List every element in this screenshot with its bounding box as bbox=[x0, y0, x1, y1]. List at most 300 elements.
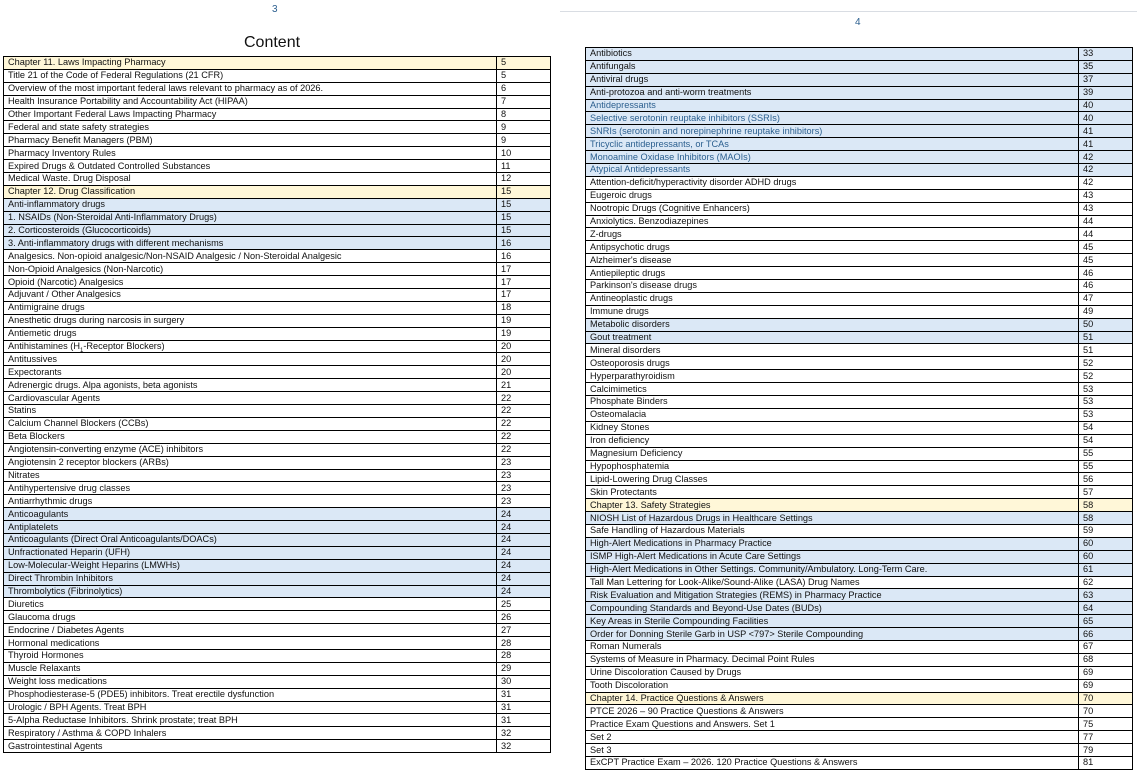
toc-entry-title: PTCE 2026 – 90 Practice Questions & Answers bbox=[586, 705, 1079, 718]
toc-entry-title: Osteoporosis drugs bbox=[586, 357, 1079, 370]
toc-row[interactable] bbox=[4, 675, 551, 688]
toc-page-number: 23 bbox=[497, 482, 551, 495]
toc-entry-title: Attention-deficit/hyperactivity disorder ADHD drugs bbox=[586, 176, 1079, 189]
toc-entry-title: Endocrine / Diabetes Agents bbox=[4, 624, 497, 637]
toc-page-number: 43 bbox=[1079, 189, 1133, 202]
toc-row[interactable] bbox=[4, 173, 551, 186]
toc-entry-title: Atypical Antidepressants bbox=[586, 164, 1079, 177]
toc-entry-title: Thrombolytics (Fibrinolytics) bbox=[4, 585, 497, 598]
toc-page-number: 23 bbox=[497, 469, 551, 482]
toc-page-number: 45 bbox=[1079, 241, 1133, 254]
toc-entry-title: Set 3 bbox=[586, 744, 1079, 757]
toc-row[interactable] bbox=[586, 628, 1133, 641]
toc-row[interactable] bbox=[586, 254, 1133, 267]
toc-row[interactable] bbox=[4, 392, 551, 405]
toc-page-number: 17 bbox=[497, 289, 551, 302]
toc-row[interactable] bbox=[4, 160, 551, 173]
toc-page-number: 50 bbox=[1079, 318, 1133, 331]
toc-row[interactable] bbox=[4, 559, 551, 572]
toc-entry-title: Hypophosphatemia bbox=[586, 460, 1079, 473]
toc-row[interactable] bbox=[4, 224, 551, 237]
toc-entry-title: Nitrates bbox=[4, 469, 497, 482]
toc-row[interactable] bbox=[4, 469, 551, 482]
toc-page-number: 22 bbox=[497, 417, 551, 430]
toc-page-number: 69 bbox=[1079, 666, 1133, 679]
toc-row[interactable] bbox=[586, 512, 1133, 525]
toc-page-number: 41 bbox=[1079, 138, 1133, 151]
toc-row[interactable] bbox=[586, 537, 1133, 550]
toc-page-number: 58 bbox=[1079, 512, 1133, 525]
toc-page-number: 5 bbox=[497, 57, 551, 70]
toc-entry-title: 1. NSAIDs (Non-Steroidal Anti-Inflammatory Drugs) bbox=[4, 211, 497, 224]
toc-page-number: 20 bbox=[497, 366, 551, 379]
toc-entry-title: Pharmacy Inventory Rules bbox=[4, 147, 497, 160]
toc-row[interactable] bbox=[4, 662, 551, 675]
toc-page-number: 23 bbox=[497, 495, 551, 508]
toc-row[interactable] bbox=[4, 134, 551, 147]
toc-row[interactable] bbox=[4, 624, 551, 637]
toc-entry-title: Health Insurance Portability and Accountability Act (HIPAA) bbox=[4, 95, 497, 108]
toc-row[interactable] bbox=[586, 524, 1133, 537]
toc-row[interactable] bbox=[586, 318, 1133, 331]
toc-row[interactable] bbox=[586, 112, 1133, 125]
toc-page-number: 59 bbox=[1079, 524, 1133, 537]
toc-page-number: 42 bbox=[1079, 151, 1133, 164]
toc-page-number: 31 bbox=[497, 688, 551, 701]
toc-row[interactable] bbox=[4, 430, 551, 443]
toc-entry-title: Muscle Relaxants bbox=[4, 662, 497, 675]
toc-chapter-row[interactable] bbox=[586, 499, 1133, 512]
toc-entry-title: Antidepressants bbox=[586, 99, 1079, 112]
toc-page-number: 20 bbox=[497, 340, 551, 353]
toc-row[interactable] bbox=[4, 250, 551, 263]
toc-chapter-row[interactable] bbox=[586, 692, 1133, 705]
toc-page-number: 15 bbox=[497, 198, 551, 211]
toc-row[interactable] bbox=[4, 701, 551, 714]
toc-row[interactable] bbox=[4, 327, 551, 340]
toc-row[interactable] bbox=[4, 727, 551, 740]
toc-page-number: 16 bbox=[497, 237, 551, 250]
toc-row[interactable] bbox=[4, 572, 551, 585]
toc-row[interactable] bbox=[4, 482, 551, 495]
toc-page-number: 53 bbox=[1079, 396, 1133, 409]
toc-entry-title: NIOSH List of Hazardous Drugs in Healthcare Settings bbox=[586, 512, 1079, 525]
toc-page-number: 57 bbox=[1079, 486, 1133, 499]
toc-page-number: 70 bbox=[1079, 692, 1133, 705]
toc-entry-title: Tall Man Lettering for Look-Alike/Sound-Alike (LASA) Drug Names bbox=[586, 576, 1079, 589]
toc-entry-title: Selective serotonin reuptake inhibitors (SSRIs) bbox=[586, 112, 1079, 125]
toc-page-number: 15 bbox=[497, 224, 551, 237]
toc-page-number: 42 bbox=[1079, 176, 1133, 189]
toc-row[interactable] bbox=[4, 121, 551, 134]
toc-entry-title: Tricyclic antidepressants, or TCAs bbox=[586, 138, 1079, 151]
toc-entry-title: Respiratory / Asthma & COPD Inhalers bbox=[4, 727, 497, 740]
toc-page-number: 64 bbox=[1079, 602, 1133, 615]
toc-row[interactable] bbox=[586, 151, 1133, 164]
toc-page-number: 28 bbox=[497, 637, 551, 650]
toc-entry-title: High-Alert Medications in Pharmacy Practice bbox=[586, 537, 1079, 550]
toc-table-right bbox=[585, 47, 1133, 770]
toc-page-number: 47 bbox=[1079, 292, 1133, 305]
toc-page-number: 54 bbox=[1079, 434, 1133, 447]
toc-entry-title: Antihypertensive drug classes bbox=[4, 482, 497, 495]
toc-page-number: 67 bbox=[1079, 640, 1133, 653]
toc-entry-title: Cardiovascular Agents bbox=[4, 392, 497, 405]
toc-page-number: 16 bbox=[497, 250, 551, 263]
toc-row[interactable] bbox=[4, 714, 551, 727]
toc-entry-title: Angiotensin 2 receptor blockers (ARBs) bbox=[4, 456, 497, 469]
toc-row[interactable] bbox=[586, 640, 1133, 653]
toc-row[interactable] bbox=[586, 408, 1133, 421]
toc-page-number: 68 bbox=[1079, 653, 1133, 666]
toc-row[interactable] bbox=[4, 314, 551, 327]
toc-entry-title: Antitussives bbox=[4, 353, 497, 366]
toc-entry-title: Expired Drugs & Outdated Controlled Substances bbox=[4, 160, 497, 173]
toc-page-number: 24 bbox=[497, 533, 551, 546]
toc-row[interactable] bbox=[586, 189, 1133, 202]
toc-page-number: 43 bbox=[1079, 202, 1133, 215]
toc-row[interactable] bbox=[4, 585, 551, 598]
toc-page-number: 18 bbox=[497, 301, 551, 314]
toc-row[interactable] bbox=[586, 756, 1133, 769]
toc-row[interactable] bbox=[4, 495, 551, 508]
toc-page-number: 42 bbox=[1079, 164, 1133, 177]
toc-page-number: 9 bbox=[497, 121, 551, 134]
toc-entry-title: Beta Blockers bbox=[4, 430, 497, 443]
toc-entry-title: Iron deficiency bbox=[586, 434, 1079, 447]
toc-entry-title: Set 2 bbox=[586, 731, 1079, 744]
toc-page-number: 24 bbox=[497, 508, 551, 521]
toc-page-number: 10 bbox=[497, 147, 551, 160]
toc-page-number: 79 bbox=[1079, 744, 1133, 757]
toc-entry-title: Tooth Discoloration bbox=[586, 679, 1079, 692]
toc-page-number: 52 bbox=[1079, 357, 1133, 370]
toc-page-number: 15 bbox=[497, 185, 551, 198]
toc-page-number: 46 bbox=[1079, 280, 1133, 293]
toc-row[interactable] bbox=[586, 460, 1133, 473]
toc-page-number: 19 bbox=[497, 327, 551, 340]
toc-page-number: 49 bbox=[1079, 305, 1133, 318]
toc-chapter-row[interactable] bbox=[4, 57, 551, 70]
toc-entry-title: Hormonal medications bbox=[4, 637, 497, 650]
toc-row[interactable] bbox=[586, 383, 1133, 396]
toc-row[interactable] bbox=[586, 292, 1133, 305]
toc-page-number: 31 bbox=[497, 714, 551, 727]
toc-row[interactable] bbox=[586, 653, 1133, 666]
toc-row[interactable] bbox=[4, 237, 551, 250]
toc-row[interactable] bbox=[4, 521, 551, 534]
toc-row[interactable] bbox=[4, 211, 551, 224]
toc-entry-title: Order for Donning Sterile Garb in USP <797> Sterile Compounding bbox=[586, 628, 1079, 641]
toc-entry-title: Antiarrhythmic drugs bbox=[4, 495, 497, 508]
toc-entry-title: 5-Alpha Reductase Inhibitors. Shrink prostate; treat BPH bbox=[4, 714, 497, 727]
toc-page-number: 7 bbox=[497, 95, 551, 108]
toc-row[interactable] bbox=[586, 331, 1133, 344]
toc-entry-title: Diuretics bbox=[4, 598, 497, 611]
toc-entry-title: Skin Protectants bbox=[586, 486, 1079, 499]
toc-page-number: 22 bbox=[497, 443, 551, 456]
toc-page-number: 52 bbox=[1079, 370, 1133, 383]
toc-page-number: 51 bbox=[1079, 331, 1133, 344]
toc-entry-title: Gout treatment bbox=[586, 331, 1079, 344]
toc-row[interactable] bbox=[4, 649, 551, 662]
toc-entry-title: Antiplatelets bbox=[4, 521, 497, 534]
toc-entry-title: Antimigraine drugs bbox=[4, 301, 497, 314]
toc-row[interactable] bbox=[586, 99, 1133, 112]
toc-page-number: 12 bbox=[497, 173, 551, 186]
toc-entry-title: ExCPT Practice Exam – 2026. 120 Practice Questions & Answers bbox=[586, 756, 1079, 769]
toc-row[interactable] bbox=[4, 417, 551, 430]
toc-row[interactable] bbox=[586, 48, 1133, 61]
toc-row[interactable] bbox=[586, 215, 1133, 228]
page-title: Content bbox=[244, 34, 301, 51]
toc-row[interactable] bbox=[586, 305, 1133, 318]
toc-row[interactable] bbox=[4, 688, 551, 701]
toc-page-number: 40 bbox=[1079, 112, 1133, 125]
toc-entry-title: Chapter 11. Laws Impacting Pharmacy bbox=[4, 57, 497, 70]
toc-row[interactable] bbox=[586, 550, 1133, 563]
toc-row[interactable] bbox=[586, 576, 1133, 589]
toc-entry-title: Medical Waste. Drug Disposal bbox=[4, 173, 497, 186]
toc-row[interactable] bbox=[586, 718, 1133, 731]
toc-entry-title: Roman Numerals bbox=[586, 640, 1079, 653]
toc-entry-title: Anxiolytics. Benzodiazepines bbox=[586, 215, 1079, 228]
toc-row[interactable] bbox=[586, 602, 1133, 615]
toc-row[interactable] bbox=[4, 456, 551, 469]
toc-entry-title: Antiviral drugs bbox=[586, 73, 1079, 86]
toc-page-number: 35 bbox=[1079, 60, 1133, 73]
toc-entry-title: Mineral disorders bbox=[586, 344, 1079, 357]
toc-entry-title: High-Alert Medications in Other Settings. Community/Ambulatory. Long-Term Care. bbox=[586, 563, 1079, 576]
toc-row[interactable] bbox=[4, 405, 551, 418]
toc-entry-title: Immune drugs bbox=[586, 305, 1079, 318]
toc-row[interactable] bbox=[586, 679, 1133, 692]
toc-entry-title: Systems of Measure in Pharmacy. Decimal Point Rules bbox=[586, 653, 1079, 666]
toc-row[interactable] bbox=[586, 138, 1133, 151]
toc-page-number: 9 bbox=[497, 134, 551, 147]
toc-page-number: 24 bbox=[497, 546, 551, 559]
toc-entry-title: Low-Molecular-Weight Heparins (LMWHs) bbox=[4, 559, 497, 572]
toc-page-number: 28 bbox=[497, 649, 551, 662]
toc-row[interactable] bbox=[586, 357, 1133, 370]
toc-page-number: 61 bbox=[1079, 563, 1133, 576]
toc-entry-title: Magnesium Deficiency bbox=[586, 447, 1079, 460]
toc-row[interactable] bbox=[586, 202, 1133, 215]
toc-row[interactable] bbox=[586, 744, 1133, 757]
toc-row[interactable] bbox=[4, 611, 551, 624]
toc-page-number: 23 bbox=[497, 456, 551, 469]
toc-row[interactable] bbox=[586, 267, 1133, 280]
toc-entry-title: Anti-inflammatory drugs bbox=[4, 198, 497, 211]
toc-entry-title: Chapter 14. Practice Questions & Answers bbox=[586, 692, 1079, 705]
toc-row[interactable] bbox=[586, 421, 1133, 434]
toc-page-number: 75 bbox=[1079, 718, 1133, 731]
toc-page-number: 54 bbox=[1079, 421, 1133, 434]
toc-entry-title: Statins bbox=[4, 405, 497, 418]
toc-entry-title: 2. Corticosteroids (Glucocorticoids) bbox=[4, 224, 497, 237]
toc-row[interactable] bbox=[586, 370, 1133, 383]
toc-row[interactable] bbox=[586, 60, 1133, 73]
toc-entry-title: Gastrointestinal Agents bbox=[4, 740, 497, 753]
toc-page-number: 11 bbox=[497, 160, 551, 173]
toc-page-number: 51 bbox=[1079, 344, 1133, 357]
toc-page-number: 24 bbox=[497, 559, 551, 572]
toc-entry-title: Calcium Channel Blockers (CCBs) bbox=[4, 417, 497, 430]
toc-row[interactable] bbox=[4, 366, 551, 379]
toc-page-number: 26 bbox=[497, 611, 551, 624]
toc-entry-title: SNRIs (serotonin and norepinephrine reuptake inhibitors) bbox=[586, 125, 1079, 138]
toc-row[interactable] bbox=[586, 666, 1133, 679]
toc-row[interactable] bbox=[586, 73, 1133, 86]
toc-row[interactable] bbox=[4, 637, 551, 650]
toc-row[interactable] bbox=[4, 443, 551, 456]
toc-row[interactable] bbox=[4, 353, 551, 366]
toc-page-number: 77 bbox=[1079, 731, 1133, 744]
toc-page-number: 45 bbox=[1079, 254, 1133, 267]
toc-row[interactable] bbox=[586, 615, 1133, 628]
toc-page-number: 44 bbox=[1079, 215, 1133, 228]
toc-row[interactable] bbox=[4, 82, 551, 95]
toc-page-number: 25 bbox=[497, 598, 551, 611]
toc-row[interactable] bbox=[4, 108, 551, 121]
toc-page-number: 8 bbox=[497, 108, 551, 121]
toc-row[interactable] bbox=[4, 289, 551, 302]
toc-page-number: 40 bbox=[1079, 99, 1133, 112]
toc-row[interactable] bbox=[4, 301, 551, 314]
toc-entry-title: Key Areas in Sterile Compounding Facilities bbox=[586, 615, 1079, 628]
toc-page-number: 31 bbox=[497, 701, 551, 714]
toc-entry-title: Expectorants bbox=[4, 366, 497, 379]
toc-entry-title: Phosphate Binders bbox=[586, 396, 1079, 409]
toc-entry-title: Antihistamines ($H_1$-Receptor Blockers) bbox=[4, 340, 497, 353]
toc-chapter-row[interactable] bbox=[4, 185, 551, 198]
toc-entry-title: Anesthetic drugs during narcosis in surgery bbox=[4, 314, 497, 327]
toc-entry-title: Antipsychotic drugs bbox=[586, 241, 1079, 254]
toc-entry-title: Osteomalacia bbox=[586, 408, 1079, 421]
toc-row[interactable] bbox=[586, 396, 1133, 409]
toc-page-number: 37 bbox=[1079, 73, 1133, 86]
toc-row[interactable] bbox=[586, 86, 1133, 99]
toc-row[interactable] bbox=[4, 340, 551, 353]
toc-page-number: 55 bbox=[1079, 447, 1133, 460]
toc-row[interactable] bbox=[586, 434, 1133, 447]
toc-entry-title: Safe Handling of Hazardous Materials bbox=[586, 524, 1079, 537]
toc-row[interactable] bbox=[586, 486, 1133, 499]
toc-row[interactable] bbox=[4, 198, 551, 211]
toc-page-number: 24 bbox=[497, 521, 551, 534]
toc-entry-title: Analgesics. Non-opioid analgesic/Non-NSAID Analgesic / Non-Steroidal Analgesic bbox=[4, 250, 497, 263]
toc-page-number: 81 bbox=[1079, 756, 1133, 769]
toc-entry-title: Lipid-Lowering Drug Classes bbox=[586, 473, 1079, 486]
toc-entry-title: Title 21 of the Code of Federal Regulations (21 CFR) bbox=[4, 69, 497, 82]
toc-entry-title: Monoamine Oxidase Inhibitors (MAOIs) bbox=[586, 151, 1079, 164]
toc-page-number: 27 bbox=[497, 624, 551, 637]
toc-entry-title: Direct Thrombin Inhibitors bbox=[4, 572, 497, 585]
toc-entry-title: Weight loss medications bbox=[4, 675, 497, 688]
toc-entry-title: Non-Opioid Analgesics (Non-Narcotic) bbox=[4, 263, 497, 276]
toc-entry-title: Practice Exam Questions and Answers. Set 1 bbox=[586, 718, 1079, 731]
toc-row[interactable] bbox=[4, 740, 551, 753]
toc-page-number: 39 bbox=[1079, 86, 1133, 99]
toc-entry-title: Adjuvant / Other Analgesics bbox=[4, 289, 497, 302]
toc-row[interactable] bbox=[586, 344, 1133, 357]
toc-row[interactable] bbox=[586, 473, 1133, 486]
toc-row[interactable] bbox=[586, 125, 1133, 138]
toc-page-number: 17 bbox=[497, 276, 551, 289]
toc-entry-title: Other Important Federal Laws Impacting Pharmacy bbox=[4, 108, 497, 121]
toc-page-number: 62 bbox=[1079, 576, 1133, 589]
toc-entry-title: Angiotensin-converting enzyme (ACE) inhibitors bbox=[4, 443, 497, 456]
toc-page-number: 17 bbox=[497, 263, 551, 276]
toc-page-number: 20 bbox=[497, 353, 551, 366]
subscript: 1 bbox=[80, 347, 84, 353]
toc-entry-title: Thyroid Hormones bbox=[4, 649, 497, 662]
toc-page-number: 22 bbox=[497, 392, 551, 405]
toc-row[interactable] bbox=[4, 95, 551, 108]
toc-page-number: 19 bbox=[497, 314, 551, 327]
toc-page-number: 15 bbox=[497, 211, 551, 224]
toc-row[interactable] bbox=[4, 508, 551, 521]
toc-entry-title: Anticoagulants (Direct Oral Anticoagulants/DOACs) bbox=[4, 533, 497, 546]
toc-row[interactable] bbox=[4, 598, 551, 611]
toc-page-number: 30 bbox=[497, 675, 551, 688]
toc-entry-title: Antifungals bbox=[586, 60, 1079, 73]
toc-row[interactable] bbox=[4, 147, 551, 160]
toc-page-number: 60 bbox=[1079, 550, 1133, 563]
toc-row[interactable] bbox=[586, 280, 1133, 293]
toc-entry-title: Parkinson's disease drugs bbox=[586, 280, 1079, 293]
toc-row[interactable] bbox=[586, 228, 1133, 241]
toc-entry-title: Adrenergic drugs. Alpa agonists, beta agonists bbox=[4, 379, 497, 392]
toc-entry-title: 3. Anti-inflammatory drugs with different mechanisms bbox=[4, 237, 497, 250]
left-page-number: 3 bbox=[272, 4, 278, 15]
toc-page-number: 32 bbox=[497, 740, 551, 753]
toc-page-number: 65 bbox=[1079, 615, 1133, 628]
toc-row[interactable] bbox=[586, 563, 1133, 576]
toc-page-number: 24 bbox=[497, 572, 551, 585]
toc-page-number: 41 bbox=[1079, 125, 1133, 138]
toc-page-number: 46 bbox=[1079, 267, 1133, 280]
toc-entry-title: Unfractionated Heparin (UFH) bbox=[4, 546, 497, 559]
toc-row[interactable] bbox=[4, 69, 551, 82]
toc-entry-title: Chapter 13. Safety Strategies bbox=[586, 499, 1079, 512]
toc-entry-title: Antiemetic drugs bbox=[4, 327, 497, 340]
toc-row[interactable] bbox=[586, 241, 1133, 254]
toc-row[interactable] bbox=[4, 276, 551, 289]
toc-page-number: 29 bbox=[497, 662, 551, 675]
toc-row[interactable] bbox=[586, 176, 1133, 189]
toc-entry-title: Risk Evaluation and Mitigation Strategies (REMS) in Pharmacy Practice bbox=[586, 589, 1079, 602]
toc-row[interactable] bbox=[586, 589, 1133, 602]
toc-row[interactable] bbox=[4, 533, 551, 546]
toc-table-left bbox=[3, 56, 551, 753]
toc-row[interactable] bbox=[4, 546, 551, 559]
toc-page-number: 53 bbox=[1079, 383, 1133, 396]
toc-row[interactable] bbox=[586, 447, 1133, 460]
toc-page-number: 58 bbox=[1079, 499, 1133, 512]
toc-entry-title: Compounding Standards and Beyond-Use Dates (BUDs) bbox=[586, 602, 1079, 615]
toc-page-number: 5 bbox=[497, 69, 551, 82]
toc-row[interactable] bbox=[586, 705, 1133, 718]
toc-entry-title: Federal and state safety strategies bbox=[4, 121, 497, 134]
toc-row[interactable] bbox=[4, 263, 551, 276]
toc-row[interactable] bbox=[586, 164, 1133, 177]
toc-entry-title: Pharmacy Benefit Managers (PBM) bbox=[4, 134, 497, 147]
toc-row[interactable] bbox=[4, 379, 551, 392]
page-divider bbox=[560, 11, 1137, 12]
toc-row[interactable] bbox=[586, 731, 1133, 744]
toc-page-number: 60 bbox=[1079, 537, 1133, 550]
